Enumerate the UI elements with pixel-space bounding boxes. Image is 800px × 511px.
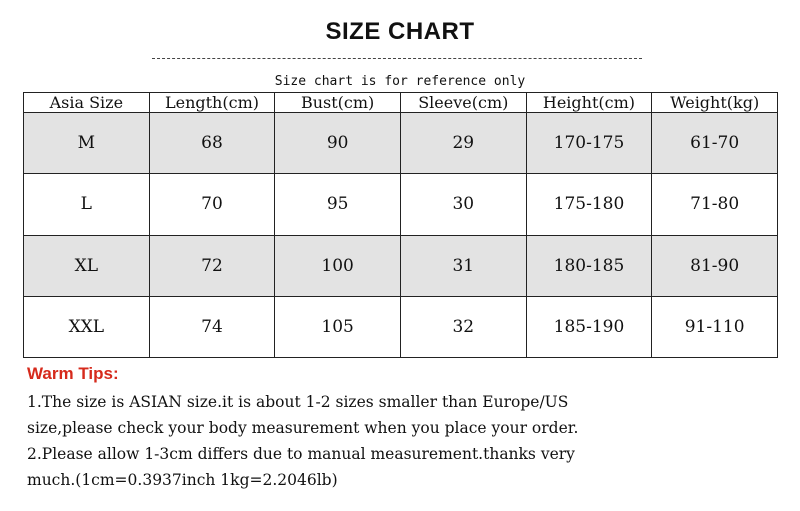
table-row [24, 174, 778, 235]
reference-note: Size chart is for reference only [274, 74, 526, 89]
cell-length: 70 [149, 174, 275, 235]
tip-line: size,please check your body measurement when you place your order. [27, 419, 579, 437]
cell-bust: 90 [275, 113, 401, 174]
size-table [23, 92, 778, 358]
page-title: SIZE CHART [325, 18, 475, 45]
cell-size: XL [24, 235, 150, 296]
cell-bust: 100 [275, 235, 401, 296]
divider [152, 58, 642, 59]
tip-line: 1.The size is ASIAN size.it is about 1-2 sizes smaller than Europe/US [27, 393, 569, 411]
cell-sleeve: 32 [400, 296, 526, 357]
cell-bust: 105 [275, 296, 401, 357]
tip-line: 2.Please allow 1-3cm differs due to manual measurement.thanks very [27, 445, 575, 463]
cell-height: 185-190 [526, 296, 652, 357]
table-row [24, 235, 778, 296]
cell-weight: 81-90 [652, 235, 778, 296]
warm-tips-text [27, 389, 767, 493]
table-row [24, 113, 778, 174]
cell-sleeve: 29 [400, 113, 526, 174]
cell-length: 68 [149, 113, 275, 174]
cell-weight: 91-110 [652, 296, 778, 357]
cell-weight: 71-80 [652, 174, 778, 235]
cell-height: 170-175 [526, 113, 652, 174]
tip-line: much.(1cm=0.3937inch 1kg=2.2046lb) [27, 471, 338, 489]
cell-weight: 61-70 [652, 113, 778, 174]
cell-length: 72 [149, 235, 275, 296]
header-asia-size: Asia Size [24, 93, 150, 113]
cell-height: 175-180 [526, 174, 652, 235]
header-height: Height(cm) [526, 93, 652, 113]
table-row [24, 296, 778, 357]
warm-tips-title: Warm Tips: [27, 364, 119, 383]
cell-sleeve: 30 [400, 174, 526, 235]
cell-size: L [24, 174, 150, 235]
header-weight: Weight(kg) [652, 93, 778, 113]
cell-size: XXL [24, 296, 150, 357]
cell-size: M [24, 113, 150, 174]
table-header-row [24, 93, 778, 113]
header-sleeve: Sleeve(cm) [400, 93, 526, 113]
header-bust: Bust(cm) [275, 93, 401, 113]
cell-bust: 95 [275, 174, 401, 235]
cell-sleeve: 31 [400, 235, 526, 296]
header-length: Length(cm) [149, 93, 275, 113]
cell-height: 180-185 [526, 235, 652, 296]
cell-length: 74 [149, 296, 275, 357]
